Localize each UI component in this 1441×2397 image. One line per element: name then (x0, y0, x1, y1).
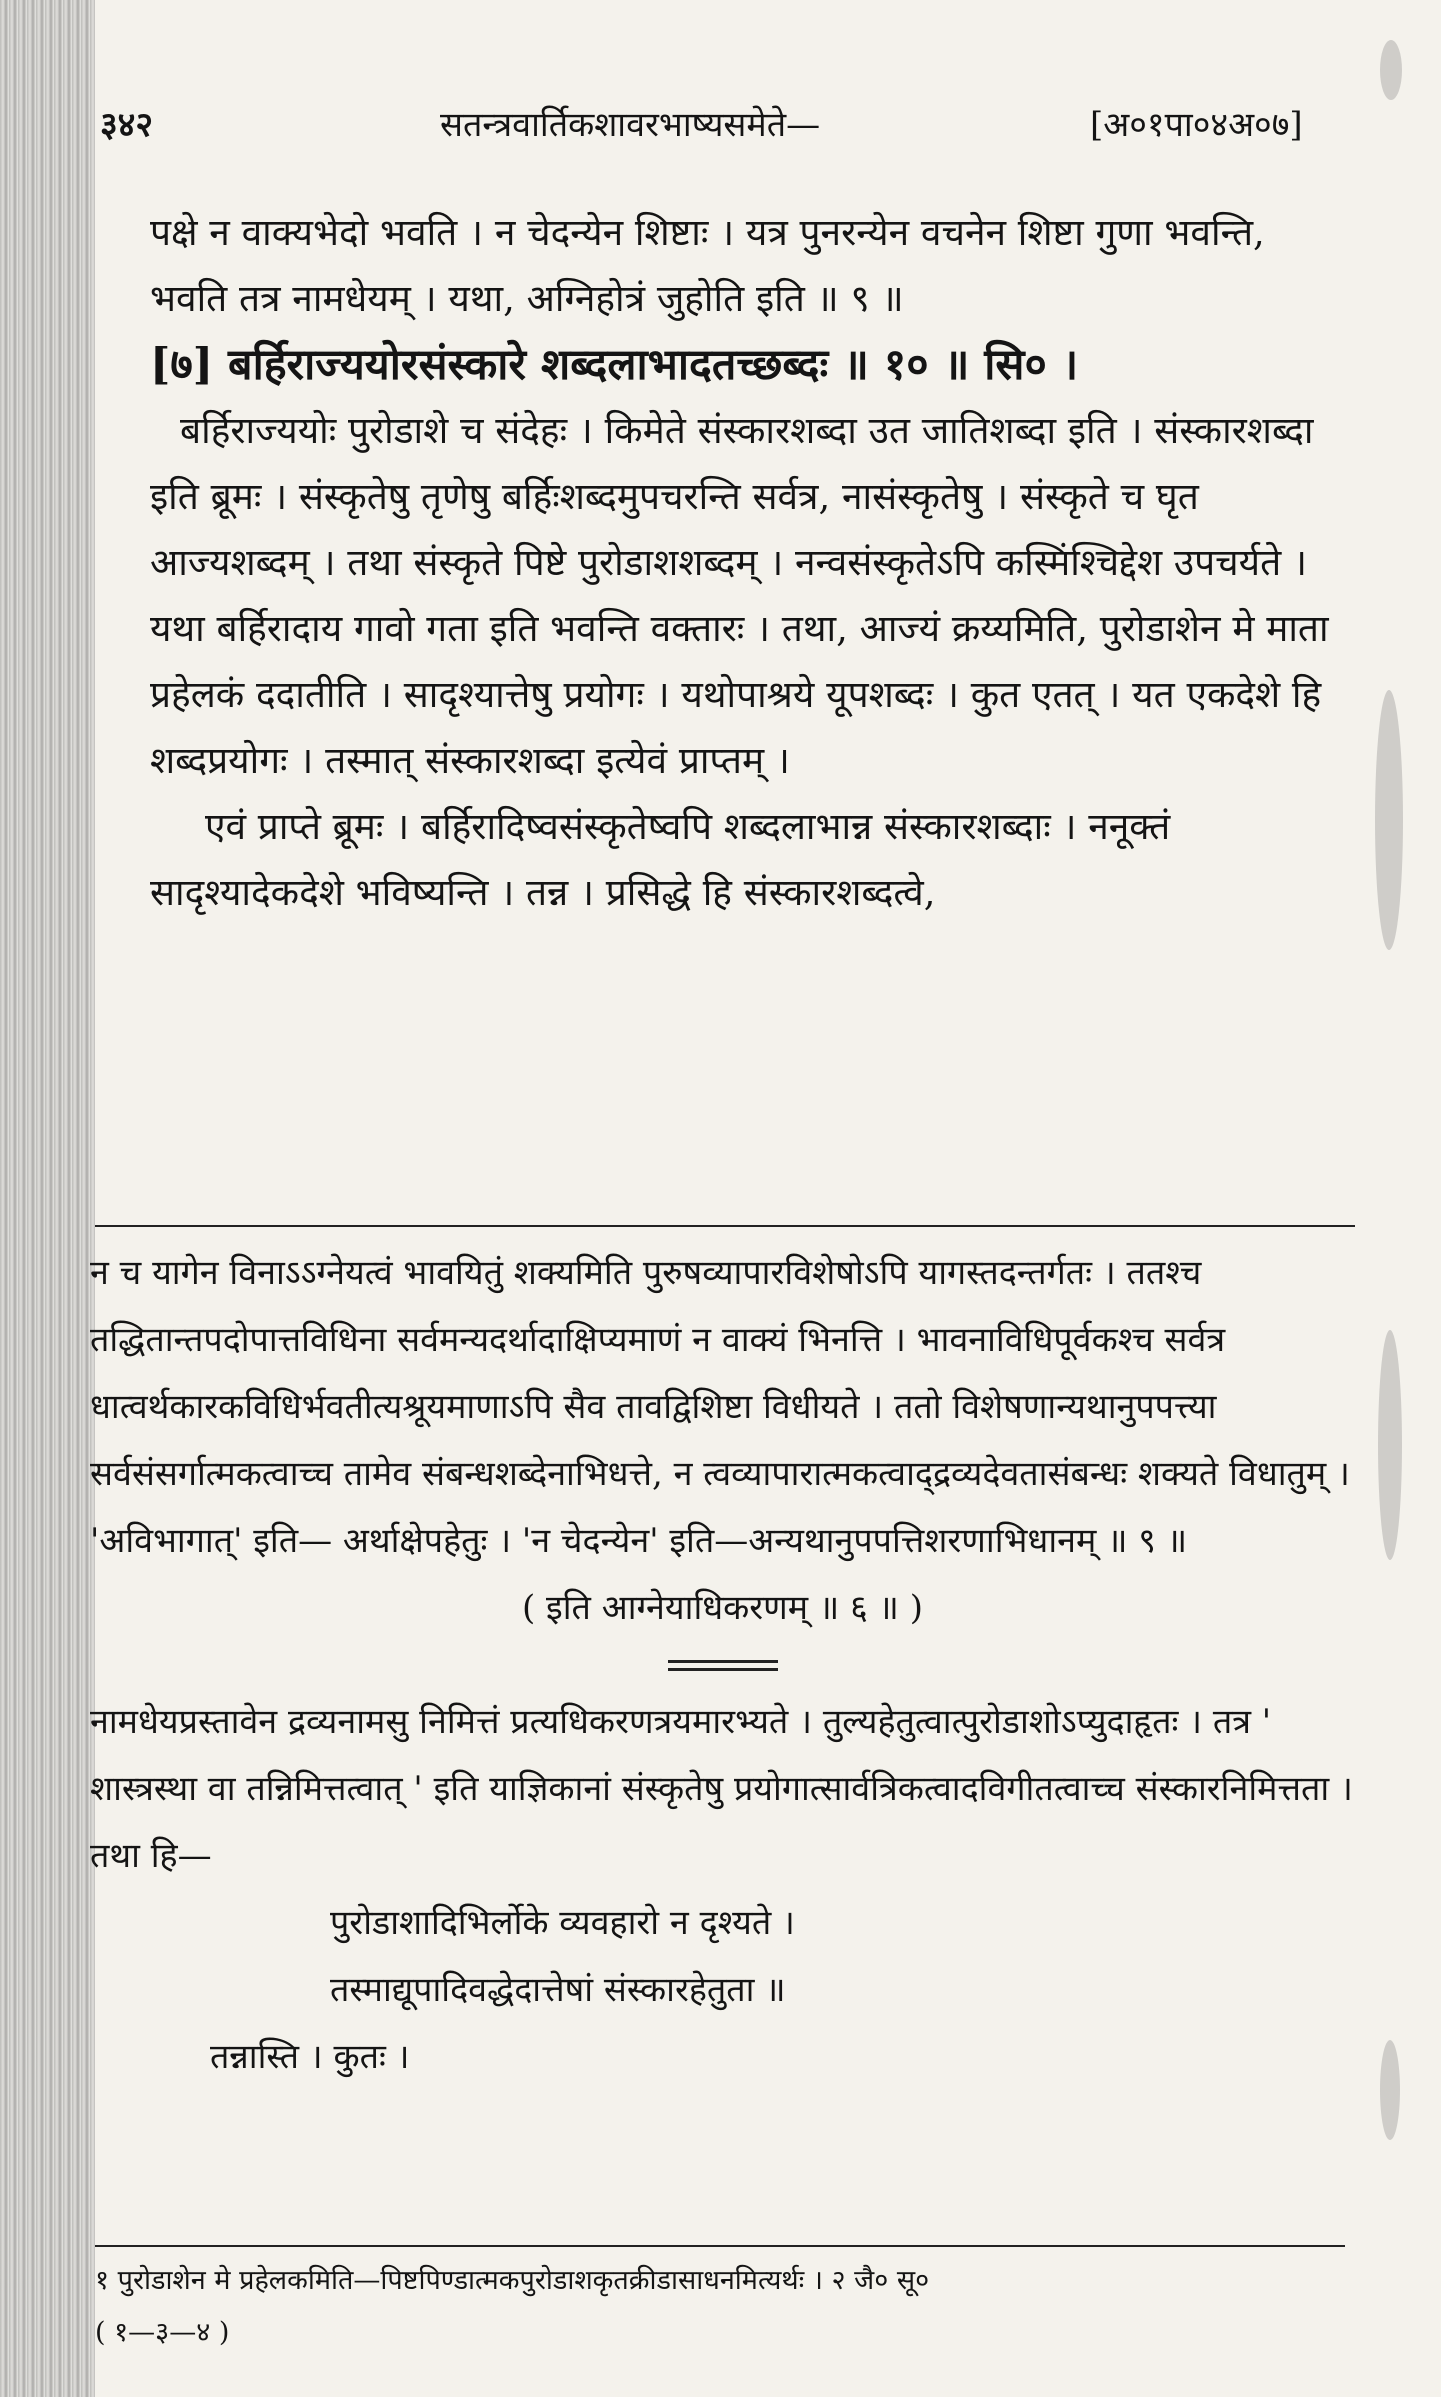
bhashya-paragraph: एवं प्राप्ते ब्रूमः । बर्हिरादिष्वसंस्कृतेष्वपि शब्दलाभान्न संस्कारशब्दाः । ननूक्तं सादृश्यादेकदेशे भविष्यन्ति । तन्न । प्रसिद्धे हि संस्कारशब्दत्वे, (150, 805, 1171, 914)
running-title: सतन्त्रवार्तिकशावरभाष्यसमेते— (440, 105, 821, 145)
section-divider (95, 1225, 1355, 1227)
sutra-heading: [७] बर्हिराज्ययोरसंस्कारे शब्दलाभादतच्छब्दः ॥ १० ॥ सि० । (150, 340, 1079, 390)
scan-noise (1378, 1330, 1402, 1560)
scan-noise (1380, 40, 1402, 100)
double-rule (668, 1660, 778, 1671)
running-header (100, 95, 1340, 155)
scan-noise (1380, 2040, 1400, 2140)
verse-line: पुरोडाशादिभिर्लोके व्यवहारो न दृश्यते । (330, 1903, 795, 1943)
commentary-line: तन्नास्ति । कुतः । (210, 2037, 410, 2077)
page-number: ३४२ (100, 105, 154, 145)
commentary-paragraph: नामधेयप्रस्तावेन द्रव्यनामसु निमित्तं प्रत्यधिकरणत्रयमारभ्यते । तुल्यहेतुत्वात्पुरोडाशोऽप्युदाहृतः । तत्र ' शास्त्रस्था वा तन्निमित्तत्वात् ' इति याज्ञिकानां संस्कृतेषु प्रयोगात्सार्वत्रिकत्वादविगीतत्वाच्च संस्कारनिमित्तता । तथा हि— (90, 1702, 1353, 1876)
footnotes (95, 2255, 1345, 2359)
book-spine-shadow (0, 0, 95, 2397)
bhashya-paragraph: पक्षे न वाक्यभेदो भवति । न चेदन्येन शिष्टाः । यत्र पुनरन्येन वचनेन शिष्टा गुणा भवन्ति, भवति तत्र नामधेयम् । यथा, अग्निहोत्रं जुहोति इति ॥ ९ ॥ (150, 211, 1265, 320)
vartika-commentary (90, 1240, 1355, 2091)
adhikarana-closing: ( इति आग्नेयाधिकरणम् ॥ ६ ॥ ) (521, 1588, 923, 1628)
footnote-line: ( १—३—४ ) (95, 2317, 230, 2348)
scan-noise (1375, 690, 1403, 950)
section-reference: [अ०१पा०४अ०७] (1090, 105, 1303, 145)
footnote-divider (95, 2245, 1345, 2247)
verse-line: तस्माद्यूपादिवद्धेदात्तेषां संस्कारहेतुता ॥ (330, 1970, 786, 2010)
bhashya-paragraph: बर्हिराज्ययोः पुरोडाशे च संदेहः । किमेते संस्कारशब्दा उत जातिशब्दा इति । संस्कारशब्दा इति ब्रूमः । संस्कृतेषु तृणेषु बर्हिःशब्दमुपचरन्ति सर्वत्र, नासंस्कृतेषु । संस्कृते च घृत आज्यशब्दम् । तथा संस्कृते पिष्टे पुरोडाशशब्दम् । नन्वसंस्कृतेऽपि कस्मिंश्चिद्देश उपचर्यते । यथा बर्हिरादाय गावो गता इति भवन्ति वक्तारः । तथा, आज्यं क्रय्यमिति, पुरोडाशेन मे माता प्रहेलकं ददातीति । सादृश्यात्तेषु प्रयोगः । यथोपाश्रये यूपशब्दः । कुत एतत् । यत एकदेशे हि शब्दप्रयोगः । तस्मात् संस्कारशब्दा इत्येवं प्राप्तम् । (150, 409, 1329, 782)
footnote-line: १ पुरोडाशेन मे प्रहेलकमिति—पिष्टपिण्डात्मकपुरोडाशकृतक्रीडासाधनमित्यर्थः । २ जै० सू० (95, 2265, 930, 2296)
bhashya-text (150, 200, 1340, 926)
commentary-paragraph: न च यागेन विनाऽऽग्नेयत्वं भावयितुं शक्यमिति पुरुषव्यापारविशेषोऽपि यागस्तदन्तर्गतः । ततश्च तद्धितान्तपदोपात्तविधिना सर्वमन्यदर्थादाक्षिप्यमाणं न वाक्यं भिनत्ति । भावनाविधिपूर्वकश्च सर्वत्र धात्वर्थकारकविधिर्भवतीत्यश्रूयमाणाऽपि सैव तावद्विशिष्टा विधीयते । ततो विशेषणान्यथानुपपत्त्या सर्वसंसर्गात्मकत्वाच्च तामेव संबन्धशब्देनाभिधत्ते, न त्वव्यापारात्मकत्वाद्द्रव्यदेवतासंबन्धः शक्यते विधातुम् । 'अविभागात्' इति— अर्थाक्षेपहेतुः । 'न चेदन्येन' इति—अन्यथानुपपत्तिशरणाभिधानम् ॥ ९ ॥ (90, 1253, 1350, 1561)
